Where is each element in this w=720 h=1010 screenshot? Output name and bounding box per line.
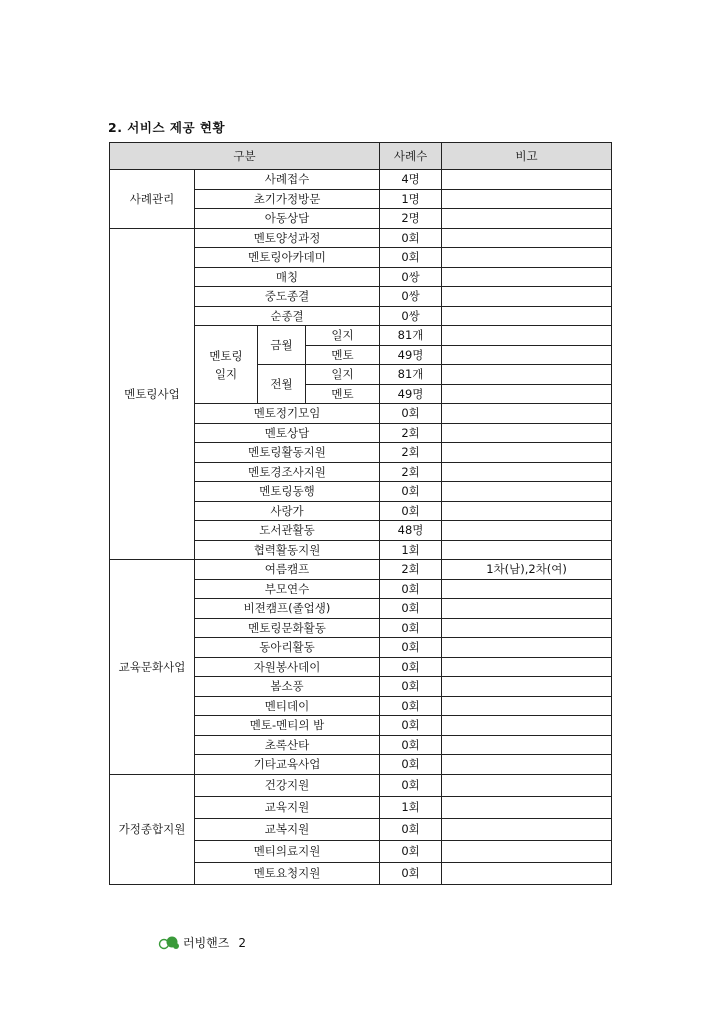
count-cell: 0회 xyxy=(380,579,442,599)
count-cell: 1회 xyxy=(380,796,442,818)
item-cell: 사랑가 xyxy=(195,501,380,521)
note-cell xyxy=(442,521,612,541)
item-cell: 비젼캠프(졸업생) xyxy=(195,599,380,619)
count-cell: 0회 xyxy=(380,716,442,736)
journal-label-line1: 멘토링 xyxy=(209,348,243,363)
item-cell: 건강지원 xyxy=(195,774,380,796)
note-cell xyxy=(442,228,612,248)
note-cell: 1차(남),2차(여) xyxy=(442,560,612,580)
item-cell: 여름캠프 xyxy=(195,560,380,580)
note-cell xyxy=(442,862,612,884)
item-cell: 교복지원 xyxy=(195,818,380,840)
item-cell: 멘토링동행 xyxy=(195,482,380,502)
note-cell xyxy=(442,443,612,463)
header-row xyxy=(110,143,612,170)
count-cell: 0회 xyxy=(380,248,442,268)
item-cell: 매칭 xyxy=(195,267,380,287)
count-cell: 0회 xyxy=(380,618,442,638)
count-cell: 2회 xyxy=(380,560,442,580)
category-case_management: 사례관리 xyxy=(110,170,195,229)
count-cell: 49명 xyxy=(380,345,442,365)
note-cell xyxy=(442,482,612,502)
count-cell: 2명 xyxy=(380,209,442,229)
logo-icon xyxy=(158,935,180,951)
item-cell: 멘토링아카데미 xyxy=(195,248,380,268)
count-cell: 81개 xyxy=(380,326,442,346)
count-cell: 0회 xyxy=(380,774,442,796)
note-cell xyxy=(442,423,612,443)
count-cell: 0회 xyxy=(380,501,442,521)
note-cell xyxy=(442,365,612,385)
header-category: 구분 xyxy=(110,143,380,170)
item-cell: 멘티데이 xyxy=(195,696,380,716)
note-cell xyxy=(442,599,612,619)
footer xyxy=(158,934,246,951)
count-cell: 0회 xyxy=(380,818,442,840)
count-cell: 0쌍 xyxy=(380,267,442,287)
category-education_culture: 교육문화사업 xyxy=(110,560,195,775)
item-cell: 멘토 xyxy=(306,384,380,404)
item-cell: 멘토 xyxy=(306,345,380,365)
table-row xyxy=(110,170,612,190)
count-cell: 0회 xyxy=(380,862,442,884)
count-cell: 0회 xyxy=(380,482,442,502)
count-cell: 1명 xyxy=(380,189,442,209)
note-cell xyxy=(442,818,612,840)
count-cell: 49명 xyxy=(380,384,442,404)
count-cell: 2회 xyxy=(380,423,442,443)
header-count: 사례수 xyxy=(380,143,442,170)
item-cell: 협력활동지원 xyxy=(195,540,380,560)
note-cell xyxy=(442,462,612,482)
note-cell xyxy=(442,677,612,697)
note-cell xyxy=(442,638,612,658)
item-cell: 아동상담 xyxy=(195,209,380,229)
count-cell: 0쌍 xyxy=(380,306,442,326)
item-cell: 동아리활동 xyxy=(195,638,380,658)
item-cell: 멘토링활동지원 xyxy=(195,443,380,463)
item-cell: 초기가정방문 xyxy=(195,189,380,209)
note-cell xyxy=(442,209,612,229)
page-title: 2. 서비스 제공 현황 xyxy=(108,120,226,135)
item-cell: 멘토요청지원 xyxy=(195,862,380,884)
item-cell: 멘토양성과정 xyxy=(195,228,380,248)
item-cell: 교육지원 xyxy=(195,796,380,818)
table-row xyxy=(110,228,612,248)
page-number: 2 xyxy=(238,935,247,950)
note-cell xyxy=(442,345,612,365)
category-mentoring: 멘토링사업 xyxy=(110,228,195,560)
item-cell: 멘토경조사지원 xyxy=(195,462,380,482)
note-cell xyxy=(442,189,612,209)
note-cell xyxy=(442,716,612,736)
count-cell: 2회 xyxy=(380,462,442,482)
count-cell: 4명 xyxy=(380,170,442,190)
count-cell: 0회 xyxy=(380,638,442,658)
note-cell xyxy=(442,306,612,326)
item-cell: 기타교육사업 xyxy=(195,755,380,775)
note-cell xyxy=(442,774,612,796)
note-cell xyxy=(442,579,612,599)
note-cell xyxy=(442,618,612,638)
item-cell: 멘토-멘티의 밤 xyxy=(195,716,380,736)
count-cell: 1회 xyxy=(380,540,442,560)
note-cell xyxy=(442,404,612,424)
item-cell: 멘토링문화활동 xyxy=(195,618,380,638)
note-cell xyxy=(442,287,612,307)
note-cell xyxy=(442,735,612,755)
note-cell xyxy=(442,755,612,775)
note-cell xyxy=(442,796,612,818)
count-cell: 0회 xyxy=(380,840,442,862)
note-cell xyxy=(442,540,612,560)
item-cell: 순종결 xyxy=(195,306,380,326)
header-note: 비고 xyxy=(442,143,612,170)
item-cell: 멘티의료지원 xyxy=(195,840,380,862)
journal-label xyxy=(195,326,258,404)
item-cell: 초록산타 xyxy=(195,735,380,755)
item-cell: 사례접수 xyxy=(195,170,380,190)
note-cell xyxy=(442,170,612,190)
item-cell: 일지 xyxy=(306,365,380,385)
note-cell xyxy=(442,840,612,862)
count-cell: 2회 xyxy=(380,443,442,463)
count-cell: 0회 xyxy=(380,735,442,755)
logo-text: 러빙핸즈 xyxy=(183,936,230,950)
note-cell xyxy=(442,501,612,521)
note-cell xyxy=(442,248,612,268)
month-label: 전월 xyxy=(258,365,306,404)
count-cell: 0쌍 xyxy=(380,287,442,307)
note-cell xyxy=(442,384,612,404)
note-cell xyxy=(442,267,612,287)
table-row xyxy=(110,560,612,580)
count-cell: 48명 xyxy=(380,521,442,541)
count-cell: 0회 xyxy=(380,404,442,424)
count-cell: 81개 xyxy=(380,365,442,385)
item-cell: 도서관활동 xyxy=(195,521,380,541)
item-cell: 봄소풍 xyxy=(195,677,380,697)
count-cell: 0회 xyxy=(380,755,442,775)
item-cell: 멘토정기모임 xyxy=(195,404,380,424)
count-cell: 0회 xyxy=(380,599,442,619)
category-family_support: 가정종합지원 xyxy=(110,774,195,884)
note-cell xyxy=(442,326,612,346)
item-cell: 중도종결 xyxy=(195,287,380,307)
note-cell xyxy=(442,696,612,716)
table-row xyxy=(110,774,612,796)
count-cell: 0회 xyxy=(380,657,442,677)
count-cell: 0회 xyxy=(380,228,442,248)
item-cell: 부모연수 xyxy=(195,579,380,599)
item-cell: 일지 xyxy=(306,326,380,346)
month-label: 금월 xyxy=(258,326,306,365)
item-cell: 자원봉사데이 xyxy=(195,657,380,677)
item-cell: 멘토상담 xyxy=(195,423,380,443)
count-cell: 0회 xyxy=(380,696,442,716)
service-status-table xyxy=(109,142,612,885)
note-cell xyxy=(442,657,612,677)
journal-label-line2: 일지 xyxy=(214,366,238,381)
count-cell: 0회 xyxy=(380,677,442,697)
